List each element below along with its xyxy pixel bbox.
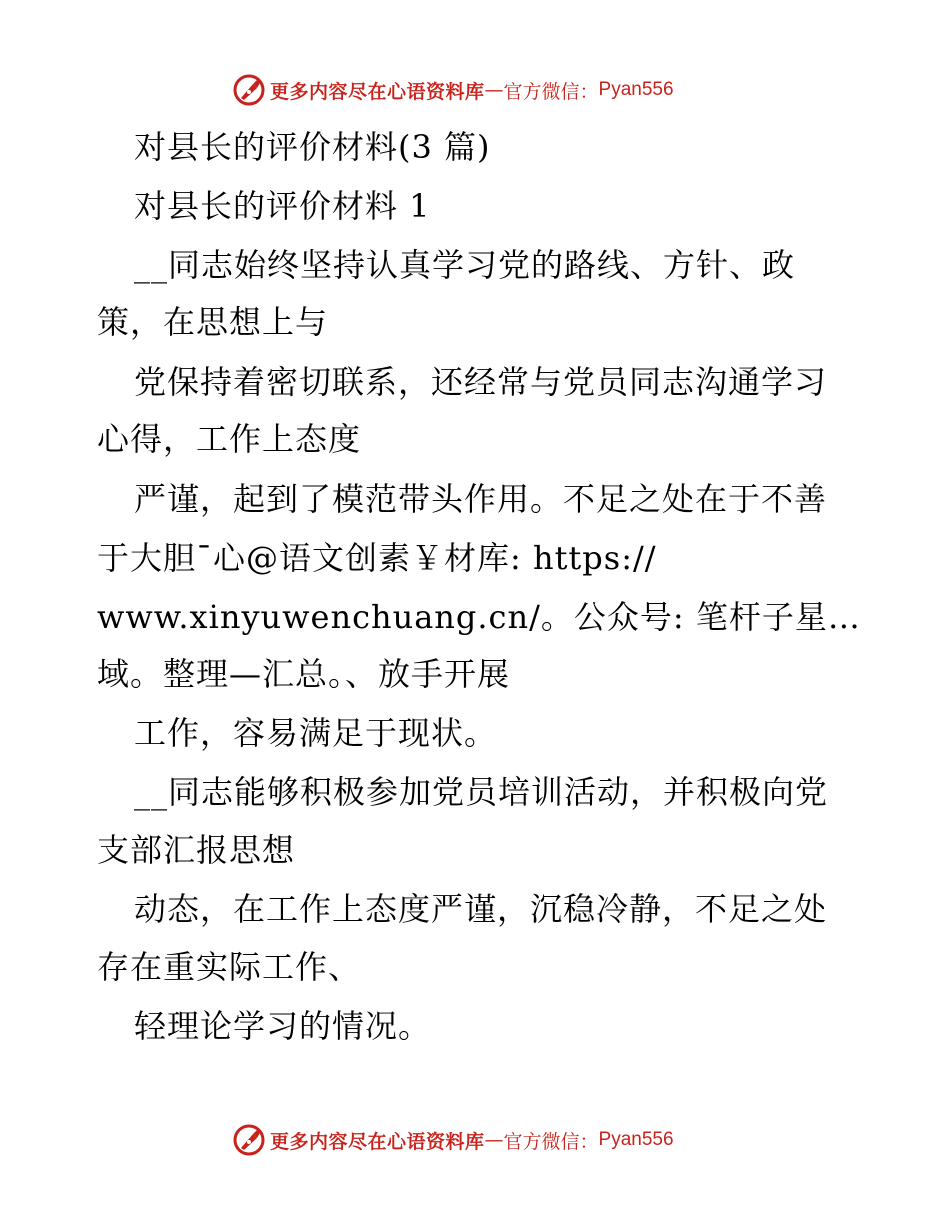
pen-nib-logo-icon — [232, 1123, 266, 1157]
paragraph-line: 存在重实际工作、 — [97, 948, 362, 986]
paragraph-line: 严谨，起到了模范带头作用。不足之处在于不善 — [134, 480, 828, 518]
watermark-wechat-label: 官方微信： — [503, 1130, 599, 1153]
paragraph-line: 策，在思想上与 — [97, 303, 329, 341]
watermark-brand: 更多内容尽在心语资料库 — [270, 1130, 485, 1153]
watermark-dash: — — [484, 1129, 504, 1151]
paragraph-line: __同志始终坚持认真学习党的路线、方针、政 — [134, 246, 796, 284]
section-heading: 对县长的评价材料 1 — [134, 187, 431, 225]
paragraph-line: www.xinyuwenchuang.cn/。公众号: 笔杆子星… — [97, 598, 861, 636]
watermark-wechat-id: Pyan556 — [598, 79, 674, 100]
paragraph-line: 党保持着密切联系，还经常与党员同志沟通学习 — [134, 363, 828, 401]
pen-nib-logo-icon — [232, 73, 266, 107]
paragraph-line: 支部汇报思想 — [97, 831, 296, 869]
footer-watermark — [232, 1122, 674, 1158]
watermark-wechat-label: 官方微信： — [503, 80, 599, 103]
paragraph-line: __同志能够积极参加党员培训活动，并积极向党 — [134, 773, 829, 811]
watermark-dash: — — [484, 79, 504, 101]
document-title: 对县长的评价材料(3 篇) — [134, 128, 491, 166]
header-watermark — [232, 72, 674, 108]
paragraph-line: 心得，工作上态度 — [97, 420, 362, 458]
paragraph-line: 工作，容易满足于现状。 — [134, 714, 498, 752]
paragraph-line: 轻理论学习的情况。 — [134, 1007, 432, 1045]
paragraph-line: 动态，在工作上态度严谨，沉稳冷静，不足之处 — [134, 890, 828, 928]
paragraph-line: 于大胆¯心@语文创素￥材库: https:// — [97, 539, 657, 577]
watermark-wechat-id: Pyan556 — [598, 1129, 674, 1150]
watermark-brand: 更多内容尽在心语资料库 — [270, 80, 485, 103]
paragraph-line: 域。整理—汇总。、放手开展 — [97, 655, 511, 693]
